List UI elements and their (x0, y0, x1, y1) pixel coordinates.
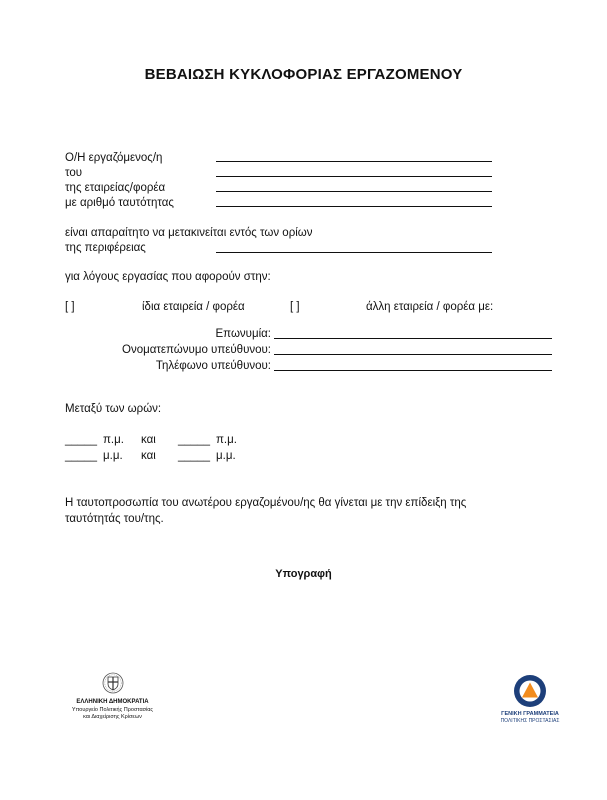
same-company-label: ίδια εταιρεία / φορέα (142, 301, 245, 313)
employee-label: Ο/Η εργαζόμενος/η (65, 152, 163, 164)
hour-from-am-field[interactable]: _____ (65, 434, 97, 446)
company-field[interactable] (216, 191, 492, 192)
am-label: π.μ. (216, 434, 237, 446)
company-name-field[interactable] (274, 338, 552, 339)
same-company-checkbox[interactable]: [ ] (65, 301, 75, 313)
page-title: ΒΕΒΑΙΩΣΗ ΚΥΚΛΟΦΟΡΙΑΣ ΕΡΓΑΖΟΜΕΝΟΥ (144, 66, 463, 83)
pm-label: μ.μ. (216, 450, 236, 462)
region-label: της περιφέρειας (65, 242, 146, 254)
hours-label: Μεταξύ των ωρών: (65, 403, 162, 415)
identity-note-line2: ταυτότητάς του/της. (65, 513, 164, 525)
region-field[interactable] (216, 252, 492, 253)
reasons-text: για λόγους εργασίας που αφορούν στην: (65, 271, 271, 283)
other-company-label: άλλη εταιρεία / φορέα με: (366, 301, 494, 313)
of-field[interactable] (216, 176, 492, 177)
pm-label: μ.μ. (103, 450, 123, 462)
hour-from-pm-field[interactable]: _____ (65, 450, 97, 462)
identity-note-line1: Η ταυτοπροσωπία του ανωτέρου εργαζομένου/ης θα γίνεται με την επίδειξη της (65, 497, 467, 509)
other-company-checkbox[interactable]: [ ] (290, 301, 300, 313)
logo-right-line1: ΓΕΝΙΚΗ ΓΡΑΜΜΑΤΕΙΑ (501, 711, 559, 717)
logo-left-ministry-2: και Διαχείρισης Κρίσεων (83, 714, 142, 720)
signature-label: Υπογραφή (275, 568, 332, 580)
employee-field[interactable] (216, 161, 492, 162)
civil-protection-emblem-icon (513, 674, 547, 708)
coat-of-arms-icon (102, 672, 124, 696)
manager-phone-field[interactable] (274, 370, 552, 371)
of-label: του (65, 167, 83, 179)
and-label: και (141, 450, 156, 462)
manager-name-label: Ονοματεπώνυμο υπεύθυνου: (122, 344, 271, 356)
logo-left-title: ΕΛΛΗΝΙΚΗ ΔΗΜΟΚΡΑΤΙΑ (76, 699, 149, 705)
and-label: και (141, 434, 156, 446)
company-label: της εταιρείας/φορέα (65, 182, 166, 194)
civil-protection-logo (500, 672, 560, 728)
manager-phone-label: Τηλέφωνο υπεύθυνου: (155, 360, 271, 372)
id-number-field[interactable] (216, 206, 492, 207)
movement-text: είναι απαραίτητο να μετακινείται εντός των ορίων (65, 227, 313, 239)
logo-right-line2: ΠΟΛΙΤΙΚΗΣ ΠΡΟΣΤΑΣΙΑΣ (500, 718, 560, 724)
company-name-label: Επωνυμία: (215, 328, 271, 340)
id-number-label: με αριθμό ταυτότητας (65, 197, 174, 209)
hour-to-pm-field[interactable]: _____ (178, 450, 210, 462)
logo-left-ministry: Υπουργείο Πολιτικής Προστασίας (71, 707, 154, 713)
am-label: π.μ. (103, 434, 124, 446)
hour-to-am-field[interactable]: _____ (178, 434, 210, 446)
manager-name-field[interactable] (274, 354, 552, 355)
greek-republic-logo (60, 672, 165, 722)
